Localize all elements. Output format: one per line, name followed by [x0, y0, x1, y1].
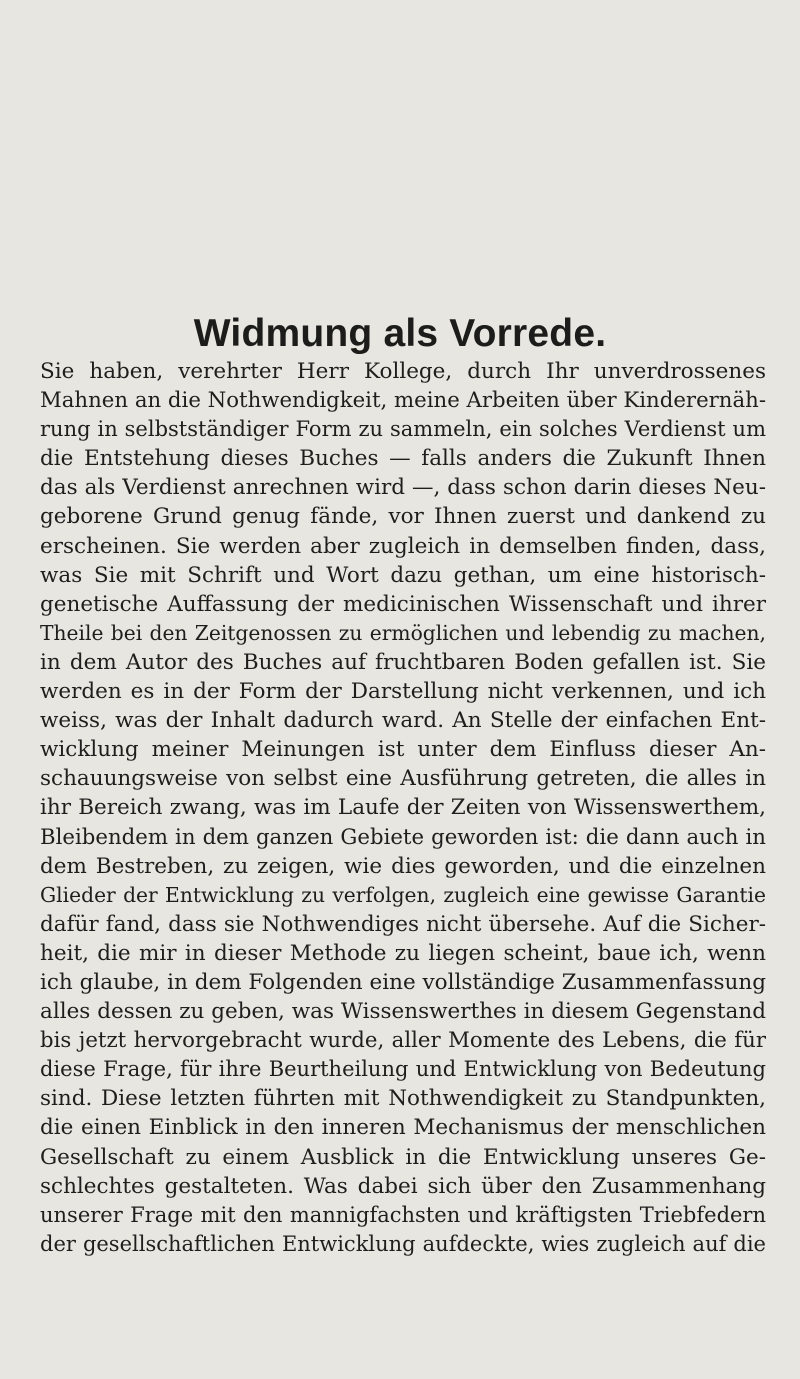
text-line: in dem Autor des Buches auf fruchtbaren Boden gefallen ist. Sie	[40, 649, 766, 675]
text-line: Glieder der Entwicklung zu verfolgen, zugleich eine gewisse Garantie	[40, 882, 766, 907]
dedication-text	[40, 357, 766, 1259]
text-line: dafür fand, dass sie Nothwendiges nicht übersehe. Auf die Sicher-	[40, 911, 766, 937]
text-line: Gesellschaft zu einem Ausblick in die Entwicklung unseres Ge-	[40, 1144, 766, 1170]
text-line: diese Frage, für ihre Beurtheilung und Entwicklung von Bedeutung	[40, 1057, 766, 1082]
text-line: Bleibendem in dem ganzen Gebiete geworden ist: die dann auch in	[40, 824, 766, 850]
text-line: rung in selbstständiger Form zu sammeln, ein solches Verdienst um	[40, 417, 766, 442]
text-line: geborene Grund genug fände, vor Ihnen zuerst und dankend zu	[40, 504, 766, 530]
text-line: was Sie mit Schrift und Wort dazu gethan, um eine historisch-	[40, 562, 766, 588]
text-line: Mahnen an die Nothwendigkeit, meine Arbeiten über Kinderernäh-	[40, 388, 766, 414]
text-line: dem Bestreben, zu zeigen, wie dies geworden, und die einzelnen	[40, 853, 766, 879]
text-line: weiss, was der Inhalt dadurch ward. An Stelle der einfachen Ent-	[40, 708, 766, 734]
text-line: sind. Diese letzten führten mit Nothwendigkeit zu Standpunkten,	[40, 1086, 766, 1112]
text-line: Sie haben, verehrter Herr Kollege, durch Ihr unverdrossenes	[40, 359, 766, 384]
text-line: die Entstehung dieses Buches — falls anders die Zukunft Ihnen	[40, 446, 766, 472]
text-line: alles dessen zu geben, was Wissenswerthes in diesem Gegenstand	[40, 999, 766, 1025]
page-title: Widmung als Vorrede.	[193, 312, 607, 355]
text-line: Theile bei den Zeitgenossen zu ermöglichen und lebendig zu machen,	[40, 620, 766, 645]
text-line: genetische Auffassung der medicinischen Wissenschaft und ihrer	[40, 591, 766, 617]
text-line: bis jetzt hervorgebracht wurde, aller Momente des Lebens, die für	[40, 1028, 766, 1054]
text-line: ihr Bereich zwang, was im Laufe der Zeiten von Wissenswerthem,	[40, 795, 766, 821]
text-line: werden es in der Form der Darstellung nicht verkennen, und ich	[40, 679, 766, 705]
text-line: ich glaube, in dem Folgenden eine vollständige Zusammenfassung	[40, 969, 766, 995]
text-line: schlechtes gestalteten. Was dabei sich über den Zusammenhang	[40, 1173, 766, 1199]
text-line: schauungsweise von selbst eine Ausführung getreten, die alles in	[40, 766, 766, 792]
text-line: wicklung meiner Meinungen ist unter dem Einfluss dieser An-	[40, 737, 766, 763]
text-line: unserer Frage mit den mannigfachsten und kräftigsten Triebfedern	[40, 1202, 766, 1227]
text-line: der gesellschaftlichen Entwicklung aufdeckte, wies zugleich auf die	[40, 1231, 766, 1256]
text-line: heit, die mir in dieser Methode zu liegen scheint, baue ich, wenn	[40, 940, 766, 966]
text-line: die einen Einblick in den inneren Mechanismus der menschlichen	[40, 1115, 766, 1141]
text-line: erscheinen. Sie werden aber zugleich in demselben finden, dass,	[40, 533, 766, 559]
text-line: das als Verdienst anrechnen wird —, dass schon darin dieses Neu-	[40, 475, 766, 501]
